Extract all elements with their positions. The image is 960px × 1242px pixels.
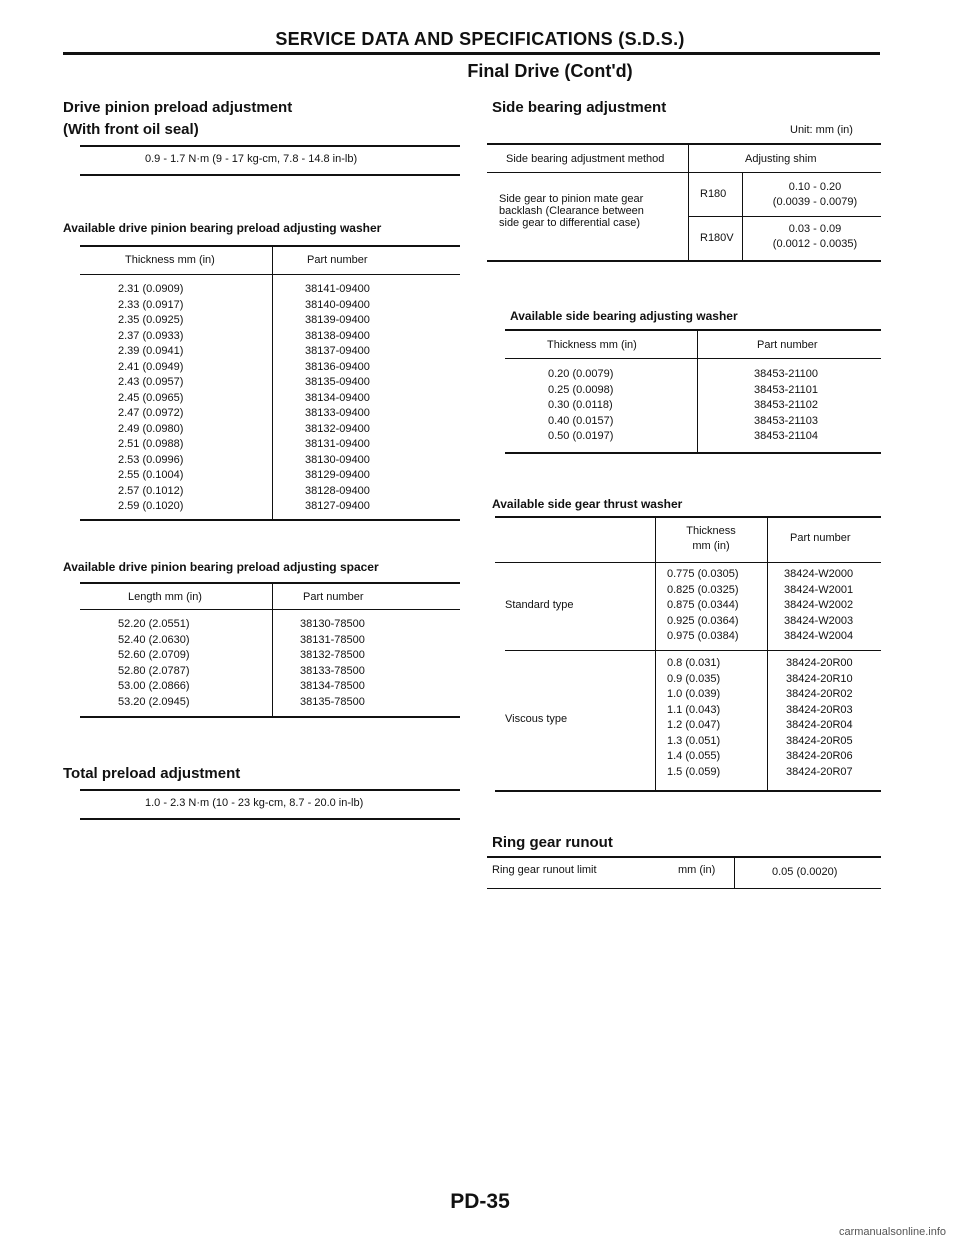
thrust-viscous-part-number: 38424-20R02: [786, 688, 853, 700]
spacer-header-rule: [80, 609, 460, 610]
washer-table-rule-top: [80, 245, 460, 247]
washer-thickness-value: 2.39 (0.0941): [118, 345, 184, 357]
side-bearing-shim-r180: 0.10 - 0.20 (0.0039 - 0.0079): [772, 181, 858, 208]
page-title: SERVICE DATA AND SPECIFICATIONS (S.D.S.): [275, 29, 685, 49]
washer-part-number: 38129-09400: [305, 469, 370, 481]
washer-part-number: 38135-09400: [305, 376, 370, 388]
washer-thickness-value: 2.43 (0.0957): [118, 376, 184, 388]
total-preload-rule-bottom: [80, 818, 460, 820]
thrust-washer-title: Available side gear thrust washer: [492, 497, 683, 511]
thrust-viscous-part-number: 38424-20R04: [786, 719, 853, 731]
side-bearing-heading: Side bearing adjustment: [492, 99, 667, 116]
washer-header-rule: [80, 274, 460, 275]
thrust-part-header: Part number: [790, 532, 851, 544]
side-bearing-method-line: backlash (Clearance between: [499, 205, 644, 217]
thrust-standard-thickness-value: 0.975 (0.0384): [667, 630, 739, 642]
thrust-standard-thickness-value: 0.925 (0.0364): [667, 614, 739, 627]
side-bearing-shim-r180v: 0.03 - 0.09 (0.0012 - 0.0035): [772, 223, 858, 250]
pinion-preload-heading: Drive pinion preload adjustment (With front oil seal): [63, 99, 293, 138]
side-washer-part-number: 38453-21101: [754, 383, 819, 396]
washer-table-title: Available drive pinion bearing preload adjusting washer: [63, 221, 382, 235]
side-washer-header-rule: [505, 358, 881, 359]
side-washer-part-number: 38453-21102: [754, 399, 819, 411]
thrust-viscous-thickness-value: 1.0 (0.039): [667, 688, 721, 700]
side-washer-title: Available side bearing adjusting washer: [510, 309, 738, 323]
side-washer-part-number: 38453-21103: [754, 414, 819, 427]
washer-thickness-value: 2.55 (0.1004): [118, 469, 184, 481]
ring-gear-rule-top: [487, 856, 881, 858]
side-bearing-row-rule: [688, 216, 881, 217]
washer-thickness-header: Thickness mm (in): [125, 254, 215, 266]
side-washer-part-header: Part number: [757, 339, 818, 351]
spacer-part-number: 38131-78500: [300, 633, 365, 646]
washer-thickness-value: 2.33 (0.0917): [118, 298, 184, 311]
side-washer-thickness-column: [548, 367, 613, 445]
thrust-label-divider: [655, 518, 656, 790]
spacer-part-number: 38134-78500: [300, 680, 365, 692]
spacer-table-title: Available drive pinion bearing preload adjusting spacer: [63, 560, 379, 574]
washer-table-divider: [272, 247, 273, 519]
side-washer-thickness-value: 0.30 (0.0118): [548, 399, 613, 411]
side-washer-divider: [697, 331, 698, 452]
spacer-length-value: 52.80 (2.0787): [118, 664, 190, 677]
side-bearing-method-header: Side bearing adjustment method: [506, 153, 665, 165]
washer-part-column: [305, 282, 370, 515]
pinion-preload-rule-top: [80, 145, 460, 147]
washer-thickness-value: 2.53 (0.0996): [118, 453, 184, 466]
thrust-viscous-thickness-value: 1.3 (0.051): [667, 734, 721, 747]
side-bearing-rule-top: [487, 143, 881, 145]
side-washer-thickness-value: 0.40 (0.0157): [548, 414, 614, 427]
washer-part-number: 38127-09400: [305, 500, 370, 512]
washer-thickness-value: 2.47 (0.0972): [118, 407, 184, 419]
thrust-standard-part-number: 38424-W2003: [784, 614, 854, 627]
thrust-viscous-part-number: 38424-20R06: [786, 750, 853, 762]
spacer-part-column: [300, 617, 365, 710]
washer-thickness-value: 2.45 (0.0965): [118, 391, 184, 404]
washer-part-number: 38141-09400: [305, 283, 370, 295]
side-washer-thickness-header: Thickness mm (in): [547, 339, 637, 351]
thrust-viscous-label: Viscous type: [505, 713, 568, 725]
thrust-standard-thickness-value: 0.825 (0.0325): [667, 583, 739, 596]
side-bearing-header-rule: [487, 172, 881, 173]
washer-part-number: 38132-09400: [305, 422, 370, 435]
thrust-viscous-part-number: 38424-20R05: [786, 734, 853, 747]
side-washer-rule-bottom: [505, 452, 881, 454]
side-washer-rule-top: [505, 329, 881, 331]
ring-gear-value: 0.05 (0.0020): [772, 866, 838, 878]
thrust-standard-part-number: 38424-W2000: [784, 568, 854, 580]
side-bearing-method-text: [499, 193, 644, 229]
washer-part-header: Part number: [307, 254, 368, 266]
side-bearing-model-r180: R180: [700, 188, 727, 200]
ring-gear-label: Ring gear runout limit: [492, 864, 597, 876]
side-bearing-unit: Unit: mm (in): [790, 124, 853, 136]
washer-thickness-value: 2.57 (0.1012): [118, 484, 184, 497]
washer-part-number: 38136-09400: [305, 360, 370, 373]
thrust-standard-thickness-column: [667, 567, 739, 645]
thrust-viscous-part-column: [786, 656, 853, 780]
spacer-table-rule-bottom: [80, 716, 460, 718]
thrust-standard-part-column: [784, 567, 853, 645]
side-bearing-method-line: side gear to differential case): [499, 217, 641, 229]
thrust-viscous-part-number: 38424-20R00: [786, 657, 853, 669]
header-rule: [63, 52, 880, 55]
washer-part-number: 38133-09400: [305, 407, 370, 419]
spacer-part-header: Part number: [303, 591, 364, 603]
spacer-part-number: 38130-78500: [300, 618, 365, 630]
spacer-part-number: 38135-78500: [300, 695, 365, 708]
pinion-preload-rule-bottom: [80, 174, 460, 176]
side-bearing-method-line: Side gear to pinion mate gear: [499, 193, 644, 205]
side-bearing-model-r180v: R180V: [700, 232, 734, 244]
total-preload-value: 1.0 - 2.3 N·m (10 - 23 kg-cm, 8.7 - 20.0 in-lb): [145, 797, 364, 809]
side-washer-thickness-value: 0.50 (0.0197): [548, 430, 614, 442]
spacer-length-column: [118, 617, 190, 710]
spacer-length-value: 53.00 (2.0866): [118, 680, 190, 692]
thrust-type-rule: [505, 650, 881, 651]
total-preload-rule-top: [80, 789, 460, 791]
washer-part-number: 38131-09400: [305, 438, 370, 450]
side-washer-thickness-value: 0.20 (0.0079): [548, 368, 614, 380]
washer-part-number: 38138-09400: [305, 329, 370, 342]
thrust-viscous-thickness-value: 1.1 (0.043): [667, 703, 721, 716]
spacer-length-value: 53.20 (2.0945): [118, 695, 190, 708]
thrust-standard-part-number: 38424-W2004: [784, 630, 854, 642]
washer-thickness-value: 2.41 (0.0949): [118, 360, 184, 373]
thrust-viscous-part-number: 38424-20R07: [786, 765, 853, 778]
ring-gear-heading: Ring gear runout: [492, 834, 613, 851]
spacer-length-value: 52.40 (2.0630): [118, 633, 190, 646]
thrust-washer-rule-bottom: [495, 790, 881, 792]
washer-part-number: 38130-09400: [305, 453, 370, 466]
thrust-viscous-thickness-column: [667, 656, 720, 780]
thrust-thickness-header: Thickness mm (in): [686, 525, 736, 552]
thrust-header-rule: [495, 562, 881, 563]
side-washer-part-number: 38453-21100: [754, 368, 819, 380]
washer-table-rule-bottom: [80, 519, 460, 521]
thrust-viscous-thickness-value: 1.4 (0.055): [667, 750, 721, 762]
thrust-viscous-thickness-value: 0.8 (0.031): [667, 657, 721, 669]
thrust-standard-label: Standard type: [505, 599, 574, 611]
pinion-preload-value: 0.9 - 1.7 N·m (9 - 17 kg-cm, 7.8 - 14.8 in-lb): [145, 153, 358, 165]
side-bearing-rule-bottom: [487, 260, 881, 262]
total-preload-heading: Total preload adjustment: [63, 765, 241, 782]
washer-thickness-value: 2.35 (0.0925): [118, 314, 184, 326]
thrust-viscous-part-number: 38424-20R03: [786, 703, 853, 716]
side-bearing-shim-header: Adjusting shim: [745, 153, 817, 165]
thrust-standard-thickness-value: 0.875 (0.0344): [667, 599, 739, 611]
thrust-viscous-thickness-value: 1.5 (0.059): [667, 765, 721, 778]
washer-part-number: 38134-09400: [305, 391, 370, 404]
ring-gear-unit: mm (in): [678, 864, 716, 876]
washer-thickness-value: 2.31 (0.0909): [118, 283, 184, 295]
ring-gear-rule-bottom: [487, 888, 881, 889]
ring-gear-divider: [734, 858, 735, 888]
side-bearing-method-divider: [688, 145, 689, 260]
side-washer-part-column: [754, 367, 818, 445]
page-number: PD-35: [450, 1190, 510, 1213]
thrust-standard-part-number: 38424-W2001: [784, 583, 854, 596]
thrust-viscous-part-number: 38424-20R10: [786, 672, 853, 685]
page-subtitle: Final Drive (Cont'd): [467, 61, 633, 81]
spacer-table-rule-top: [80, 582, 460, 584]
side-washer-thickness-value: 0.25 (0.0098): [548, 383, 614, 396]
spacer-part-number: 38132-78500: [300, 649, 365, 661]
thrust-washer-rule-top: [495, 516, 881, 518]
washer-thickness-value: 2.37 (0.0933): [118, 329, 184, 342]
washer-thickness-value: 2.59 (0.1020): [118, 500, 184, 512]
spacer-length-value: 52.60 (2.0709): [118, 649, 190, 661]
thrust-part-divider: [767, 518, 768, 790]
thrust-standard-part-number: 38424-W2002: [784, 599, 854, 611]
spacer-part-number: 38133-78500: [300, 664, 365, 677]
spacer-length-value: 52.20 (2.0551): [118, 618, 190, 630]
thrust-viscous-thickness-value: 0.9 (0.035): [667, 672, 721, 685]
washer-part-number: 38139-09400: [305, 314, 370, 326]
washer-thickness-value: 2.51 (0.0988): [118, 438, 184, 450]
washer-thickness-column: [118, 282, 183, 515]
thrust-viscous-thickness-value: 1.2 (0.047): [667, 719, 721, 731]
thrust-standard-thickness-value: 0.775 (0.0305): [667, 568, 739, 580]
washer-part-number: 38140-09400: [305, 298, 370, 311]
side-washer-part-number: 38453-21104: [754, 430, 819, 442]
spacer-length-header: Length mm (in): [128, 591, 202, 603]
washer-thickness-value: 2.49 (0.0980): [118, 422, 184, 435]
washer-part-number: 38128-09400: [305, 484, 370, 497]
washer-part-number: 38137-09400: [305, 345, 370, 357]
spacer-table-divider: [272, 584, 273, 716]
watermark: carmanualsonline.info: [838, 1226, 946, 1238]
